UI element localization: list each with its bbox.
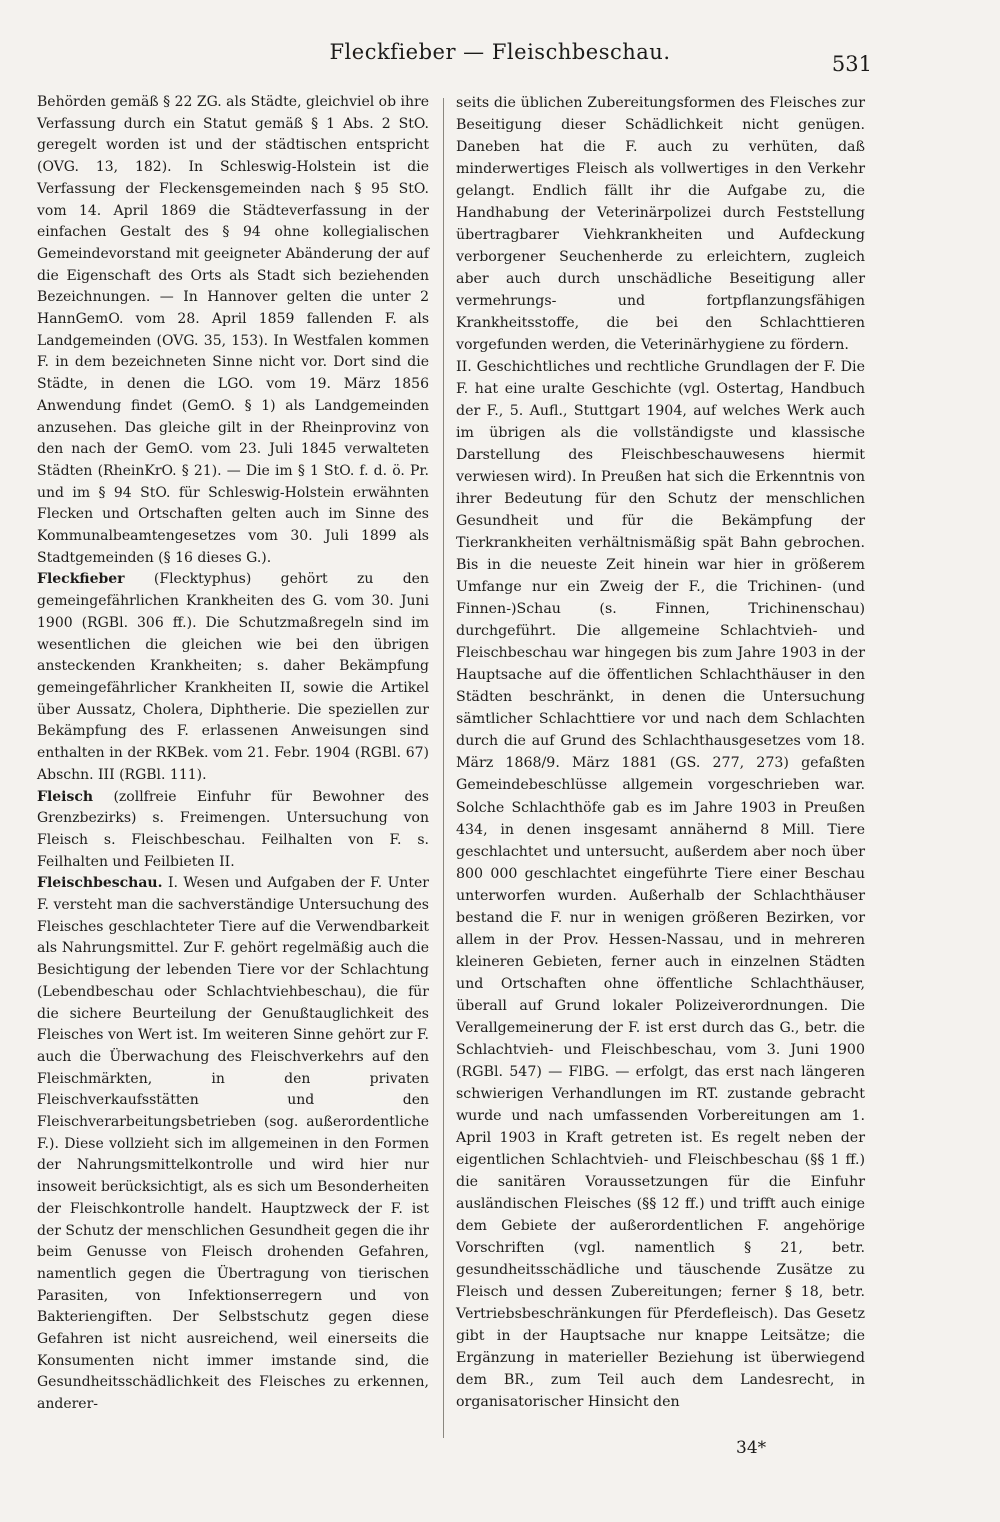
lemma-fleischbeschau: Fleischbeschau. (37, 875, 163, 892)
paragraph-flecken-continuation: Behörden gemäß § 22 ZG. als Städte, gleichviel ob ihre Verfassung durch ein Statut gemäß § 1 Abs. 2 StO. geregelt worden ist und der städtischen entspricht (OVG. 13, 182). In Schleswig-Holstein ist die Verfassung der Fleckensgemeinden nach § 95 StO. vom 14. April 1869 die Städteverfassung in der einfachen Gestalt des § 94 ohne kollegialischen Gemeindevorstand mit geeigneter Abänderung der auf die Eigenschaft des Orts als Stadt sich beziehenden Bezeichnungen. — In Hannover gelten die unter 2 HannGemO. vom 28. April 1859 fallenden F. als Landgemeinden (OVG. 35, 153). In Westfalen kommen F. in dem bezeichneten Sinne nicht vor. Dort sind die Städte, in denen die LGO. vom 19. März 1856 Anwendung findet (GemO. § 1) als Landgemeinden anzusehen. Das gleiche gilt in der Rheinprovinz von den nach der GemO. vom 23. Juli 1845 verwalteten Städten (RheinKrO. § 21). — Die im § 1 StO. f. d. ö. Pr. und im § 94 StO. für Schleswig-Holstein erwähnten Flecken und Ortschaften gelten auch im Sinne des Kommunalbeamtengesetzes vom 30. Juli 1899 als Stadtgemeinden (§ 16 dieses G.). (37, 94, 429, 566)
entry-fleisch (37, 787, 429, 874)
section-geschichtliches: II. Geschichtliches und rechtliche Grundlagen der F. Die F. hat eine uralte Geschichte (vgl. Ostertag, Handbuch der F., 5. Aufl., Stuttgart 1904, auf welches Werk auch im übrigen als die vollständigste und klassische Darstellung des Fleischbeschauwesens hiermit verwiesen wird). In Preußen hat sich die Erkenntnis von ihrer Bedeutung für den Schutz der menschlichen Gesundheit und für die Bekämpfung der Tierkrankheiten verhältnismäßig spät Bahn gebrochen. Bis in die neueste Zeit hinein war hier in größerem Umfange nur ein Zweig der F., die Trichinen- (und Finnen-)Schau (s. Finnen, Trichinenschau) durchgeführt. Die allgemeine Schlachtvieh- und Fleischbeschau war hingegen bis zum Jahre 1903 in der Hauptsache auf die öffentlichen Schlachthäuser in den Städten beschränkt, in denen die Untersuchung sämtlicher Schlachttiere vor und nach dem Schlachten durch die auf Grund des Schlachthausgesetzes vom 18. März 1868/9. März 1881 (GS. 277, 273) gefaßten Gemeindebeschlüsse allgemein vorgeschrieben war. Solche Schlachthöfe gab es im Jahre 1903 in Preußen 434, in denen insgesamt annähernd 8 Mill. Tiere geschlachtet und untersucht, außerdem aber noch über 800 000 geschlachtet eingeführte Tiere einer Beschau unterworfen wurden. Außerhalb der Schlachthäuser bestand die F. nur in wenigen größeren Bezirken, vor allem in der Prov. Hessen-Nassau, und in mehreren kleineren Gebieten, ferner auch in einzelnen Städten und Ortschaften ohne öffentliche Schlachthäuser, überall auf Grund lokaler Polizeiverordnungen. Die Verallgemeinerung der F. ist erst durch das G., betr. die Schlachtvieh- und Fleischbeschau, vom 3. Juni 1900 (RGBl. 547) — FlBG. — erfolgt, das erst nach längeren schwierigen Verhandlungen im RT. zustande gebracht wurde und nach umfassenden Vorbereitungen am 1. April 1903 in Kraft getreten ist. Es regelt neben der eigentlichen Schlachtvieh- und Fleischbeschau (§§ 1 ff.) die sanitären Voraussetzungen für die Einfuhr ausländischen Fleisches (§§ 12 ff.) und trifft auch einige dem Gebiete der außerordentlichen F. angehörige Vorschriften (vgl. namentlich § 21, betr. gesundheitsschädliche und täuschende Zusätze zu Fleisch und dessen Zubereitungen; ferner § 18, betr. Vertriebsbeschränkungen für Pferdefleisch). Das Gesetz gibt in der Hauptsache nur knappe Leitsätze; die Ergänzung in materieller Beziehung ist überwiegend dem BR., zum Teil auch dem Landesrecht, in organisatorischer Hinsicht den (456, 359, 865, 1410)
paragraph-fleischbeschau-continuation: seits die üblichen Zubereitungsformen des Fleisches zur Beseitigung dieser Schädlichkeit nicht genügen. Daneben hat die F. auch zu verhüten, daß minderwertiges Fleisch als vollwertiges in den Verkehr gelangt. Endlich fällt ihr die Aufgabe zu, die Handhabung der Veterinärpolizei durch Feststellung übertragbarer Viehkrankheiten und Aufdeckung verborgener Seuchenherde zu erleichtern, zugleich aber auch durch unschädliche Beseitigung aller vermehrungs- und fortpflanzungsfähigen Krankheitsstoffe, die bei den Schlachttieren vorgefunden werden, die Veterinärhygiene zu fördern. (456, 95, 865, 354)
entry-fleckfieber-text: (Flecktyphus) gehört zu den gemeingefährlichen Krankheiten des G. vom 30. Juni 1900 (RGBl. 306 ff.). Die Schutzmaßregeln sind im wesentlichen die gleichen wie bei den übrigen ansteckenden Krankheiten; s. daher Bekämpfung gemeingefährlicher Krankheiten II, sowie die Artikel über Aussatz, Cholera, Diphtherie. Die speziellen zur Bekämpfung des F. erlassenen Anweisungen sind enthalten in der RKBek. vom 21. Febr. 1904 (RGBl. 67) Abschn. III (RGBl. 111). (37, 571, 429, 783)
signature-mark: 34* (736, 1438, 767, 1458)
running-head: Fleckfieber — Fleischbeschau. (329, 40, 671, 64)
entry-fleisch-text: (zollfreie Einfuhr für Bewohner des Grenzbezirks) s. Freimengen. Untersuchung von Fleisch s. Fleischbeschau. Feilhalten von F. s. Feilhalten und Feilbieten II. (37, 788, 429, 870)
page-number: 531 (831, 52, 872, 76)
left-column (37, 92, 429, 1416)
entry-fleischbeschau (37, 873, 429, 1416)
lemma-fleisch: Fleisch (37, 788, 94, 805)
entry-fleischbeschau-text: I. Wesen und Aufgaben der F. Unter F. versteht man die sachverständige Untersuchung des Fleisches geschlachteter Tiere auf die Verwendbarkeit als Nahrungsmittel. Zur F. gehört regelmäßig auch die Besichtigung der lebenden Tiere vor der Schlachtung (Lebendbeschau oder Schlachtviehbeschau), die für die sichere Beurteilung der Genußtauglichkeit des Fleisches von Wert ist. Im weiteren Sinne gehört zur F. auch die Überwachung des Fleischverkehrs auf den Fleischmärkten, in den privaten Fleischverkaufsstätten und den Fleischverarbeitungsbetrieben (sog. außerordentliche F.). Diese vollzieht sich im allgemeinen in den Formen der Nahrungsmittelkontrolle und wird hier nur insoweit berücksichtigt, als es sich um Besonderheiten der Fleischkontrolle handelt. Hauptzweck der F. ist der Schutz der menschlichen Gesundheit gegen die ihr beim Genusse von Fleisch drohenden Gefahren, namentlich gegen die Übertragung von tierischen Parasiten, von Infektionserregern und von Bakteriengiften. Der Selbstschutz gegen diese Gefahren ist nicht ausreichend, weil einerseits die Konsumenten nicht immer imstande sind, die Gesundheitsschädlichkeit des Fleisches zu erkennen, anderer- (37, 875, 429, 1413)
right-column (456, 92, 865, 1413)
entry-fleckfieber (37, 569, 429, 786)
lemma-fleckfieber: Fleckfieber (37, 571, 125, 588)
column-divider (443, 98, 444, 1438)
